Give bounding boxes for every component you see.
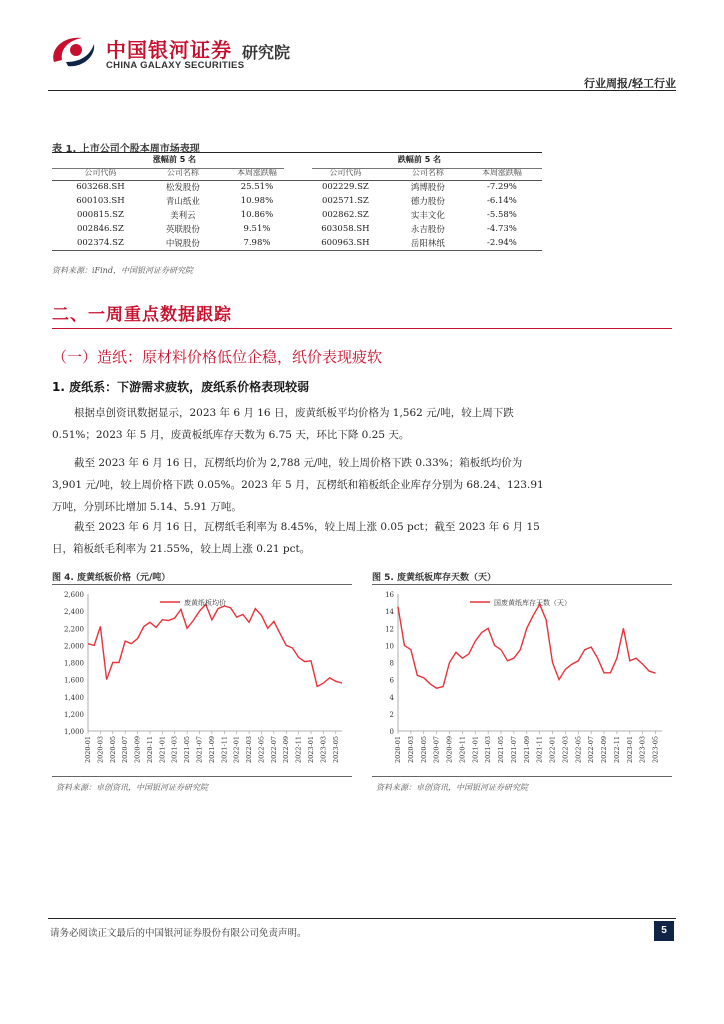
group-rule-losers: [312, 168, 542, 169]
table-header: 本周涨跌幅: [217, 166, 297, 180]
x-tick-label: 2022-11: [612, 736, 621, 764]
x-tick-label: 2022-03: [561, 736, 570, 764]
x-tick-label: 2020-09: [133, 736, 142, 764]
table-cell: 000815.SZ: [76, 210, 124, 220]
table-cell: 600963.SH: [297, 236, 394, 250]
table-row: [52, 180, 542, 194]
x-tick-label: 2021-07: [509, 736, 518, 764]
y-tick-label: 2,200: [63, 625, 84, 634]
x-tick-label: 2022-07: [269, 736, 278, 764]
report-type: 行业周报/轻工行业: [583, 77, 676, 90]
figure-rule: [52, 584, 352, 585]
x-tick-label: 2022-05: [574, 736, 583, 764]
x-tick-label: 2020-07: [432, 736, 441, 764]
table-cell: -4.73%: [487, 224, 517, 234]
x-tick-label: 2021-07: [195, 736, 204, 764]
x-tick-label: 2022-01: [548, 736, 557, 764]
x-tick-label: 2020-11: [458, 736, 467, 764]
table-header: 公司名称: [149, 166, 217, 180]
figure-rule: [52, 776, 352, 777]
table-cell: 002862.SZ: [321, 210, 369, 220]
x-tick-label: 2021-11: [220, 736, 229, 764]
x-tick-label: 2020-05: [108, 736, 117, 764]
footer-disclaimer: 请务必阅读正文最后的中国银河证券股份有限公司免责声明。: [50, 928, 307, 939]
section-heading: 二、一周重点数据跟踪: [52, 305, 232, 325]
x-tick-label: 2021-03: [484, 736, 493, 764]
figure-source: 资料来源：卓创资讯，中国银河证券研究院: [376, 783, 528, 792]
waste-paper-inventory-chart: [372, 588, 672, 773]
x-tick-label: 2022-11: [294, 736, 303, 764]
stock-performance-table: [52, 152, 542, 251]
table-cell: 实丰文化: [410, 211, 445, 221]
y-tick-label: 14: [385, 608, 394, 617]
x-tick-label: 2023-01: [625, 736, 634, 764]
table-cell: 002229.SZ: [321, 182, 369, 193]
x-tick-label: 2022-03: [245, 736, 254, 764]
x-tick-label: 2021-05: [183, 736, 192, 764]
table-header: 公司名称: [394, 166, 462, 180]
table-row: [52, 236, 542, 250]
table-cell: 600103.SH: [76, 196, 125, 206]
series-line: [88, 604, 342, 686]
series-line: [398, 604, 656, 688]
body-paragraph: 根据卓创资讯数据显示，2023 年 6 月 16 日，废黄纸板平均价格为 1,562 元/吨，较上周下跌 0.51%；2023 年 5 月，废黄板纸库存天数为 6.75 天，环比下降 0.25 天。: [52, 407, 514, 441]
table-group-gainers: 涨幅前 5 名: [152, 154, 197, 164]
table-header: 公司代码: [52, 166, 149, 180]
table-cell: 岳阳林纸: [394, 236, 462, 250]
y-tick-label: 10: [385, 642, 394, 651]
table-cell: -5.58%: [487, 210, 517, 220]
table-cell: 9.51%: [243, 224, 271, 234]
brand-name-cn: 中国银河证券: [106, 38, 232, 62]
y-tick-label: 6: [389, 676, 394, 685]
section-heading-rule: [52, 328, 672, 329]
page-number: 5: [654, 921, 674, 941]
x-tick-label: 2020-01: [84, 736, 92, 764]
table-header: 公司代码: [297, 166, 394, 180]
table-cell: 10.86%: [240, 210, 274, 220]
y-tick-label: 1,600: [63, 676, 84, 685]
x-tick-label: 2022-01: [232, 736, 241, 764]
table-cell: 10.98%: [240, 196, 274, 206]
y-tick-label: 16: [385, 591, 394, 599]
table-header: 本周涨跌幅: [462, 166, 542, 180]
table-cell: 松发股份: [165, 183, 200, 194]
x-tick-label: 2022-09: [600, 736, 609, 764]
table-cell: 603268.SH: [76, 182, 125, 193]
y-tick-label: 2,600: [63, 591, 84, 599]
x-tick-label: 2021-01: [158, 736, 167, 764]
x-tick-label: 2021-01: [471, 736, 480, 764]
body-paragraph: 截至 2023 年 6 月 16 日，瓦楞纸均价为 2,788 元/吨，较上周价格下跌 0.33%；箱板纸均价为 3,901 元/吨，较上周价格下跌 0.05%。2023 年 5 月，瓦楞纸和箱板纸企业库存分别为 68.24、123.91 万吨，分别环比增加 5.14、5.91 万吨。: [52, 457, 544, 513]
x-tick-label: 2020-09: [445, 736, 454, 764]
table-cell: 青山纸业: [165, 197, 200, 207]
x-tick-label: 2023-05: [651, 736, 660, 764]
table-cell: 英联股份: [165, 225, 200, 235]
y-tick-label: 0: [389, 728, 394, 736]
table-source: 资料来源：iFind，中国银河证券研究院: [52, 266, 193, 275]
y-tick-label: 1,400: [63, 693, 84, 702]
table-row: [52, 222, 542, 236]
brand-institute: 研究院: [242, 43, 291, 62]
x-tick-label: 2023-01: [307, 736, 316, 764]
figure-title: 图 5. 废黄纸板库存天数（天）: [372, 573, 496, 583]
table-cell: 美利云: [170, 211, 196, 221]
body-paragraph: 截至 2023 年 6 月 16 日，瓦楞纸毛利率为 8.45%，较上周上涨 0.05 pct；截至 2023 年 6 月 15 日，箱板纸毛利率为 21.55%，较上周上涨 0.21 pct。: [52, 521, 540, 555]
y-tick-label: 12: [385, 625, 394, 634]
figure-rule: [372, 776, 672, 777]
table-cell: 德力股份: [410, 197, 445, 207]
waste-paper-price-chart: [52, 588, 352, 773]
table-cell: -2.94%: [462, 236, 542, 250]
x-tick-label: 2023-05: [331, 736, 340, 764]
x-tick-label: 2023-03: [638, 736, 647, 764]
y-tick-label: 1,800: [63, 659, 84, 668]
table-cell: 002571.SZ: [321, 196, 369, 206]
subsection-heading: （一）造纸：原材料价格低位企稳，纸价表现疲软: [52, 348, 383, 366]
y-tick-label: 1,200: [63, 710, 84, 719]
x-tick-label: 2021-11: [535, 736, 544, 764]
x-tick-label: 2020-01: [394, 736, 402, 764]
table-row: [52, 208, 542, 222]
figure-source: 资料来源：卓创资讯，中国银河证券研究院: [56, 783, 208, 792]
brand-name-en: CHINA GALAXY SECURITIES: [106, 60, 245, 71]
x-tick-label: 2021-05: [497, 736, 506, 764]
header-divider: [48, 90, 676, 91]
x-tick-label: 2022-05: [257, 736, 266, 764]
x-tick-label: 2021-09: [207, 736, 216, 764]
table-cell: 7.98%: [217, 236, 297, 250]
figure-rule: [372, 584, 672, 585]
y-tick-label: 2: [389, 710, 394, 719]
table-cell: 25.51%: [240, 182, 274, 193]
y-tick-label: 2,400: [63, 608, 84, 617]
legend-label: 废黄纸板均价: [184, 599, 226, 607]
table-cell: -7.29%: [487, 182, 517, 193]
table-cell: 603058.SH: [321, 224, 370, 234]
table-title: 表 1. 上市公司个股本周市场表现: [52, 144, 200, 155]
table-row: [52, 194, 542, 208]
table-cell: 永吉股份: [410, 225, 445, 235]
figure-title: 图 4. 废黄纸板价格（元/吨）: [52, 573, 171, 583]
table-cell: 002846.SZ: [76, 224, 124, 234]
y-tick-label: 2,000: [63, 642, 84, 651]
table-cell: -6.14%: [487, 196, 517, 206]
legend-label: 国废黄纸库存天数（天）: [494, 599, 571, 607]
x-tick-label: 2020-03: [406, 736, 415, 764]
x-tick-label: 2021-03: [170, 736, 179, 764]
topic-heading: 1. 废纸系：下游需求疲软，废纸系价格表现较弱: [52, 380, 310, 394]
galaxy-logo-icon: [48, 32, 100, 72]
y-tick-label: 1,000: [63, 728, 84, 736]
table-cell: 002374.SZ: [52, 236, 149, 250]
y-tick-label: 8: [389, 659, 394, 668]
table-cell: 鸿博股份: [410, 183, 445, 194]
x-tick-label: 2020-03: [96, 736, 105, 764]
table-group-losers: 跌幅前 5 名: [397, 154, 442, 164]
x-tick-label: 2023-03: [319, 736, 328, 764]
x-tick-label: 2020-05: [419, 736, 428, 764]
x-tick-label: 2021-09: [522, 736, 531, 764]
x-tick-label: 2020-07: [121, 736, 130, 764]
table-cell: 中锐股份: [149, 236, 217, 250]
x-tick-label: 2022-09: [282, 736, 291, 764]
x-tick-label: 2022-07: [587, 736, 596, 764]
x-tick-label: 2020-11: [145, 736, 154, 764]
y-tick-label: 4: [389, 693, 394, 702]
footer-rule: [48, 918, 676, 919]
group-rule-gainers: [52, 168, 284, 169]
